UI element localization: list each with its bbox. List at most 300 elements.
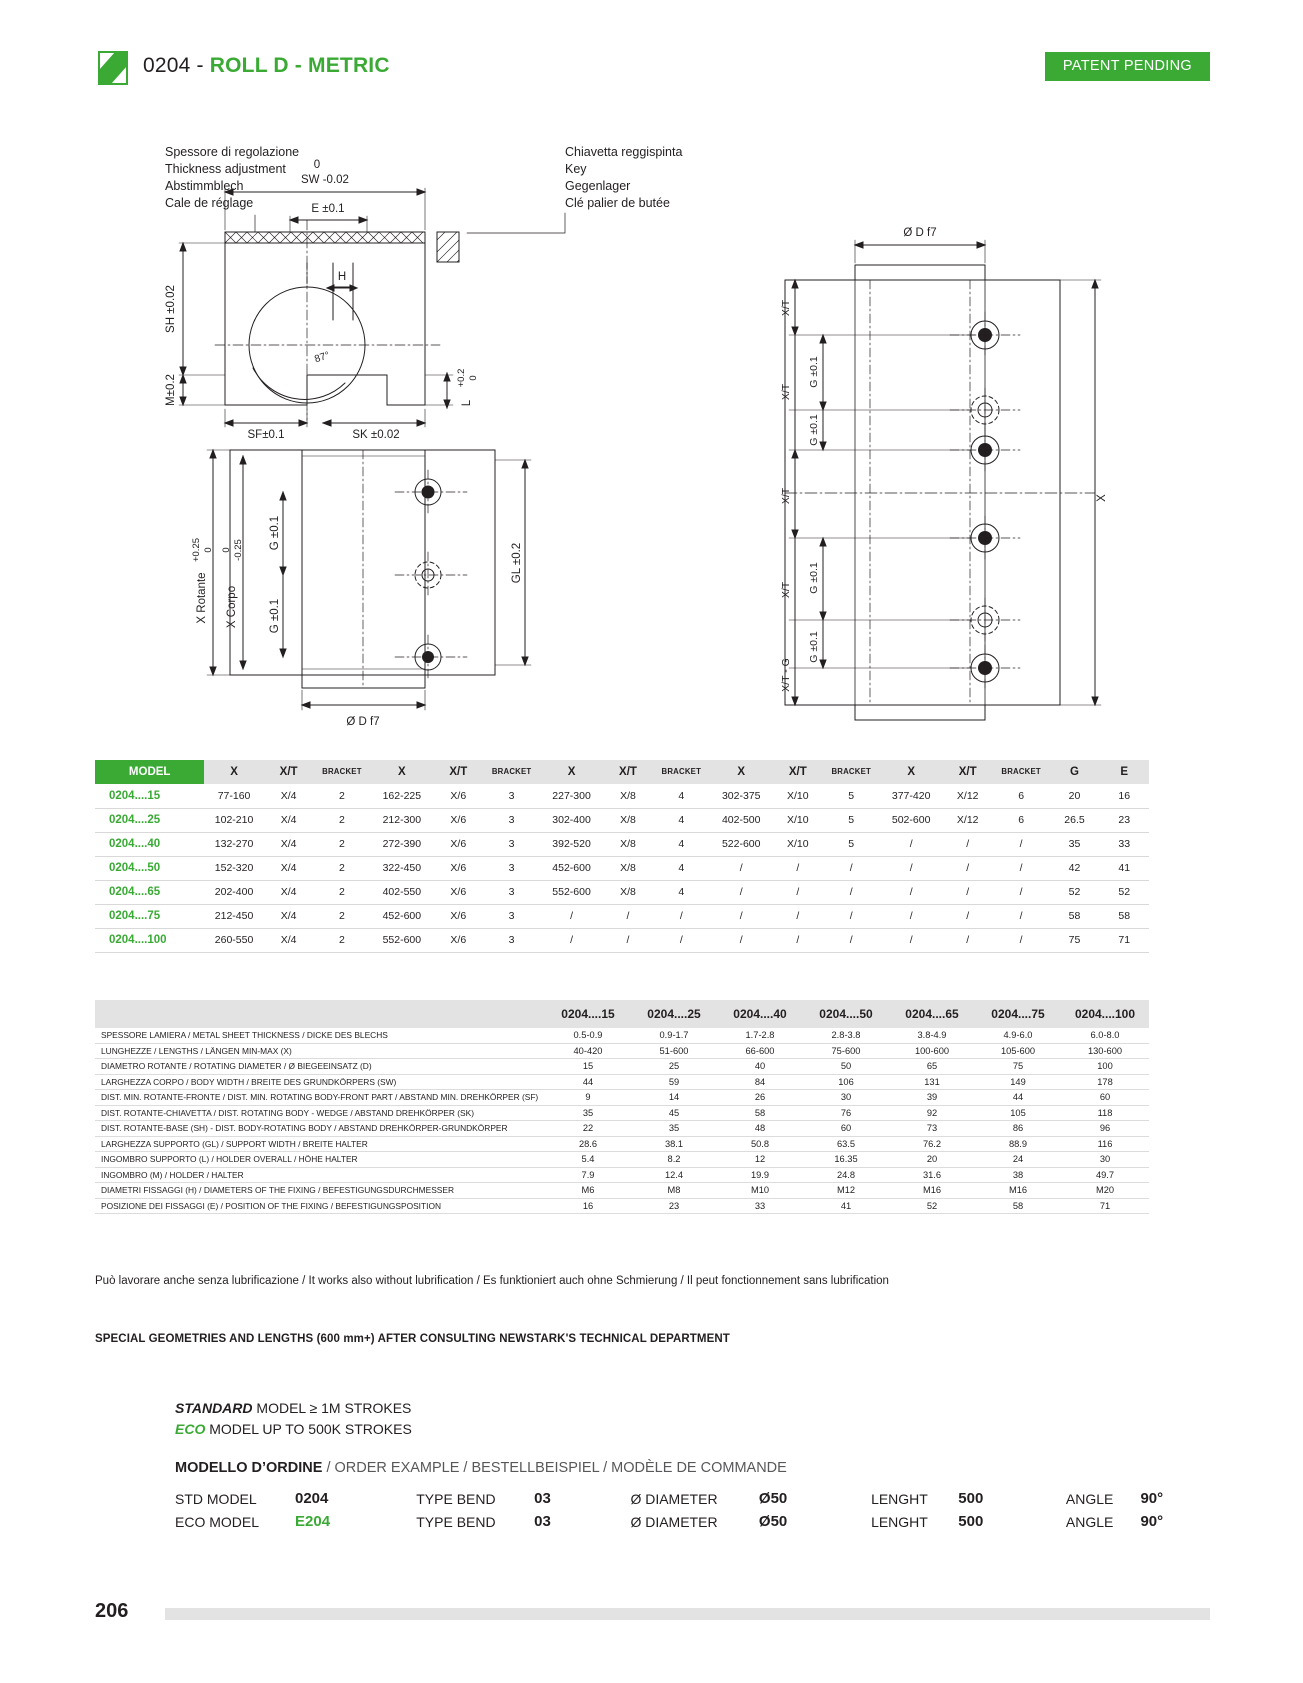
spec-value: 58 — [1012, 1200, 1024, 1211]
value-cell: 3 — [508, 790, 515, 802]
dim-sh: SH ±0.02 — [165, 285, 177, 333]
spec-value: 88.9 — [1008, 1138, 1028, 1149]
value-cell: X/6 — [450, 910, 467, 922]
value-cell: / — [1019, 910, 1023, 922]
spec-value: 40 — [754, 1061, 766, 1072]
spec-label: DIAMETRI FISSAGGI (H) / DIAMETERS OF THE FIXING / BEFESTIGUNGSDURCHMESSER — [101, 1185, 455, 1195]
spec-value: 25 — [668, 1061, 680, 1072]
value-cell: X/4 — [280, 910, 297, 922]
order-model-label — [175, 1487, 285, 1510]
spec-value: 48 — [754, 1123, 766, 1134]
order-length-label: LENGHT — [871, 1513, 928, 1530]
value-cell: / — [570, 910, 573, 922]
model-cell: 0204....15 — [109, 790, 161, 802]
dim-g-right-2: G ±0.1 — [808, 414, 820, 446]
value-cell: 2 — [338, 790, 345, 802]
order-model-value: 0204 — [295, 1490, 329, 1507]
spec-value: M16 — [922, 1185, 942, 1196]
col-0204-15: 0204....15 — [545, 1000, 631, 1028]
spec-value: 75-600 — [831, 1045, 861, 1056]
table-row — [95, 1105, 1149, 1121]
spec-value: 7.9 — [581, 1169, 595, 1180]
value-cell: X/8 — [620, 838, 636, 850]
value-cell: 402-500 — [721, 814, 761, 826]
spec-value: 16.35 — [834, 1154, 858, 1165]
col-xt-2: X/T — [433, 760, 483, 784]
standard-model-text: MODEL ≥ 1M STROKES — [252, 1400, 412, 1416]
value-cell: 4 — [678, 862, 685, 874]
spec-value: 116 — [1097, 1138, 1113, 1149]
spec-label: LARGHEZZA CORPO / BODY WIDTH / BREITE DES GRUNDKÖRPERS (SW) — [101, 1076, 397, 1087]
value-cell: 5 — [848, 814, 855, 826]
dim-m: M±0.2 — [165, 374, 177, 406]
spec-value: 92 — [926, 1107, 938, 1118]
drawing-label-key-de: Gegenlager — [565, 179, 631, 193]
eco-model-text: MODEL UP TO 500K STROKES — [205, 1421, 412, 1437]
dim-angle: 87° — [313, 350, 332, 366]
page-title — [143, 54, 390, 78]
spec-value: 20 — [926, 1154, 938, 1165]
value-cell: X/8 — [620, 886, 636, 898]
col-bracket-1: BRACKET — [314, 760, 371, 784]
value-cell: / — [570, 934, 573, 946]
drawing-label-key-it: Chiavetta reggispinta — [565, 145, 683, 159]
table-row — [95, 1028, 1149, 1043]
value-cell: 5 — [848, 790, 855, 802]
value-cell: 162-225 — [382, 790, 422, 802]
specifications-table — [95, 1000, 1149, 1214]
value-cell: 3 — [508, 862, 515, 874]
spec-value: 15 — [582, 1061, 594, 1072]
dim-xt-2: X/T — [780, 383, 792, 401]
value-cell: 4 — [678, 886, 685, 898]
dim-g-plan-2: G ±0.1 — [269, 598, 281, 634]
order-model-label — [175, 1510, 285, 1533]
footer-bar — [165, 1608, 1210, 1620]
value-cell: 302-375 — [721, 790, 761, 802]
value-cell: / — [1019, 886, 1023, 898]
col-model: MODEL — [95, 760, 204, 784]
order-angle-label: ANGLE — [1065, 1513, 1114, 1530]
table-row — [95, 1136, 1149, 1152]
value-cell: 2 — [338, 910, 345, 922]
spec-label: INGOMBRO (M) / HOLDER / HALTER — [101, 1169, 244, 1180]
order-row — [175, 1487, 1175, 1510]
spacer — [996, 1510, 1066, 1533]
spec-value: 38 — [1012, 1169, 1024, 1180]
spec-value: 26 — [754, 1092, 766, 1103]
spec-value: 41 — [840, 1200, 852, 1211]
spec-value: 35 — [582, 1107, 594, 1118]
spec-value: 9 — [585, 1092, 591, 1103]
col-x-5: X — [880, 760, 943, 784]
value-cell: 3 — [508, 886, 515, 898]
col-x-1: X — [204, 760, 263, 784]
value-cell: X/6 — [450, 886, 467, 898]
spec-value: 0.5-0.9 — [573, 1030, 603, 1041]
value-cell: 377-420 — [891, 790, 931, 802]
spec-value: M6 — [581, 1185, 595, 1196]
spec-value: 12.4 — [664, 1169, 684, 1180]
value-cell: / — [626, 910, 630, 922]
model-cell: 0204....40 — [109, 838, 161, 850]
order-model-type: STD — [175, 1490, 203, 1507]
order-diameter-value: Ø50 — [758, 1513, 788, 1530]
value-cell: X/4 — [280, 814, 297, 826]
value-cell: 33 — [1118, 838, 1131, 850]
col-0204-50: 0204....50 — [803, 1000, 889, 1028]
order-bend-label: TYPE BEND — [416, 1490, 496, 1507]
dim-d-f7-bottom: Ø D f7 — [346, 716, 380, 728]
spec-value: 28.6 — [578, 1138, 598, 1149]
order-length-label: LENGHT — [871, 1490, 928, 1507]
dim-g-right-3: G ±0.1 — [808, 562, 820, 594]
col-xt-5: X/T — [943, 760, 993, 784]
value-cell: 6 — [1018, 814, 1025, 826]
value-cell: 75 — [1068, 934, 1081, 946]
col-x-2: X — [370, 760, 433, 784]
dim-sw-zero: 0 — [313, 159, 321, 171]
dim-sf: SF±0.1 — [247, 429, 285, 441]
value-cell: / — [739, 910, 743, 922]
value-cell: 102-210 — [214, 814, 254, 826]
value-cell: / — [796, 886, 800, 898]
table-row — [95, 856, 1149, 880]
value-cell: 26.5 — [1064, 814, 1085, 826]
drawing-label-thickness-it: Spessore di regolazione — [165, 145, 300, 159]
spec-value: 33 — [754, 1200, 766, 1211]
dim-x-corpo: X Corpo — [226, 585, 238, 629]
value-cell: 272-390 — [382, 838, 422, 850]
value-cell: / — [966, 886, 970, 898]
order-example-title — [175, 1460, 787, 1476]
value-cell: / — [1019, 838, 1023, 850]
value-cell: X/8 — [620, 862, 636, 874]
table-row — [95, 784, 1149, 808]
spec-value: 60 — [840, 1123, 852, 1134]
spec-value: M8 — [667, 1185, 681, 1196]
spec-value: 66-600 — [745, 1045, 775, 1056]
value-cell: / — [966, 862, 970, 874]
value-cell: 552-600 — [552, 886, 591, 898]
value-cell: X/6 — [450, 934, 467, 946]
model-stroke-info — [175, 1400, 412, 1442]
value-cell: X/10 — [786, 790, 809, 802]
spacer — [560, 1487, 630, 1510]
spec-value: 106 — [838, 1076, 854, 1087]
dim-sw: SW -0.02 — [301, 174, 349, 186]
technical-drawing — [95, 120, 1210, 740]
spec-value: 51-600 — [659, 1045, 689, 1056]
dim-g-right-1: G ±0.1 — [808, 356, 820, 388]
spec-value: 12 — [754, 1154, 766, 1165]
spec-label: LARGHEZZA SUPPORTO (GL) / SUPPORT WIDTH / BREITE HALTER — [101, 1138, 368, 1149]
value-cell: X/8 — [620, 790, 636, 802]
spec-value: 45 — [668, 1107, 680, 1118]
spec-value: 23 — [668, 1200, 680, 1211]
col-0204-25: 0204....25 — [631, 1000, 717, 1028]
order-bend-label: TYPE BEND — [416, 1513, 496, 1530]
dim-xt-1: X/T — [780, 299, 792, 317]
drawing-label-key-fr: Clé palier de butée — [565, 196, 670, 210]
value-cell: 2 — [338, 934, 345, 946]
spec-value: 6.0-8.0 — [1090, 1030, 1120, 1041]
col-g: G — [1050, 760, 1100, 784]
spec-value: 5.4 — [581, 1154, 595, 1165]
spec-value: 149 — [1010, 1076, 1026, 1087]
order-diameter-label: Ø DIAMETER — [630, 1513, 718, 1530]
value-cell: X/8 — [620, 814, 636, 826]
page-footer — [95, 1600, 1210, 1630]
value-cell: X/4 — [280, 886, 297, 898]
order-diameter-label: Ø DIAMETER — [630, 1490, 718, 1507]
spec-value: 8.2 — [667, 1154, 681, 1165]
value-cell: / — [849, 934, 853, 946]
order-bend-value: 03 — [534, 1513, 551, 1530]
value-cell: X/4 — [280, 934, 297, 946]
value-cell: / — [626, 934, 630, 946]
order-angle-label: ANGLE — [1065, 1490, 1114, 1507]
model-cell: 0204....25 — [109, 814, 161, 826]
value-cell: 41 — [1118, 862, 1131, 874]
spec-value: 58 — [754, 1107, 766, 1118]
dim-g-plan-1: G ±0.1 — [269, 515, 281, 551]
spec-label: POSIZIONE DEI FISSAGGI (E) / POSITION OF THE FIXING / BEFESTIGUNGSPOSITION — [101, 1200, 442, 1211]
value-cell: / — [679, 910, 683, 922]
order-title-rest: / ORDER EXAMPLE / BESTELLBEISPIEL / MODÈLE DE COMMANDE — [322, 1460, 787, 1476]
col-spec-label — [95, 1000, 545, 1028]
spec-value: 0.9-1.7 — [659, 1030, 689, 1041]
table-row — [95, 1043, 1149, 1059]
model-cell: 0204....50 — [109, 862, 161, 874]
col-x-3: X — [540, 760, 603, 784]
spec-value: M20 — [1095, 1185, 1115, 1196]
spec-value: 22 — [582, 1123, 594, 1134]
spec-value: 96 — [1099, 1123, 1111, 1134]
col-xt-3: X/T — [603, 760, 653, 784]
dim-e: E ±0.1 — [311, 203, 345, 215]
model-cell: 0204....100 — [109, 934, 167, 946]
spec-value: M12 — [836, 1185, 856, 1196]
drawing-label-thickness-fr: Cale de réglage — [165, 196, 254, 210]
dim-l-tol-bot: 0 — [468, 375, 479, 381]
value-cell: X/6 — [450, 814, 467, 826]
order-model-value: E204 — [295, 1513, 331, 1530]
spec-label: DIST. ROTANTE-BASE (SH) - DIST. BODY-ROTATING BODY / ABSTAND DREHKÖRPER-GRUNDKÖRPER — [101, 1123, 508, 1133]
value-cell: / — [966, 934, 970, 946]
value-cell: / — [909, 934, 913, 946]
eco-model-line — [175, 1421, 412, 1437]
table-row — [95, 880, 1149, 904]
table-header-row — [95, 1000, 1149, 1028]
status-badge: PATENT PENDING — [1045, 52, 1210, 81]
value-cell: 402-550 — [382, 886, 422, 898]
col-bracket-4: BRACKET — [823, 760, 880, 784]
spec-value: 86 — [1012, 1123, 1024, 1134]
col-xt-4: X/T — [773, 760, 823, 784]
spacer — [560, 1510, 630, 1533]
spacer — [801, 1487, 871, 1510]
spec-value: 60 — [1099, 1092, 1111, 1103]
value-cell: 35 — [1068, 838, 1081, 850]
spec-value: 75 — [1012, 1061, 1024, 1072]
spec-value: 178 — [1097, 1076, 1113, 1087]
value-cell: / — [849, 862, 853, 874]
value-cell: 4 — [678, 838, 685, 850]
col-0204-65: 0204....65 — [889, 1000, 975, 1028]
col-bracket-3: BRACKET — [653, 760, 710, 784]
table-row — [95, 1121, 1149, 1137]
dim-g-right-4: G ±0.1 — [808, 631, 820, 663]
order-bend-value: 03 — [534, 1490, 551, 1507]
value-cell: X/6 — [450, 838, 467, 850]
dim-l: L — [461, 399, 473, 407]
spec-value: 73 — [926, 1123, 938, 1134]
value-cell: 4 — [678, 790, 685, 802]
spec-value: M16 — [1008, 1185, 1028, 1196]
value-cell: 552-600 — [382, 934, 422, 946]
spec-value: 19.9 — [750, 1169, 770, 1180]
col-xt-1: X/T — [264, 760, 314, 784]
value-cell: / — [796, 934, 800, 946]
value-cell: / — [909, 886, 913, 898]
drawing-label-key-en: Key — [565, 162, 587, 176]
spec-value: 59 — [668, 1076, 680, 1087]
order-example-table — [175, 1487, 1175, 1533]
table-row — [95, 904, 1149, 928]
spec-value: 100-600 — [914, 1045, 950, 1056]
value-cell: / — [739, 886, 743, 898]
page-header — [95, 48, 1210, 92]
spec-label: DIAMETRO ROTANTE / ROTATING DIAMETER / Ø BIEGEEINSATZ (D) — [101, 1061, 372, 1071]
spec-value: 14 — [668, 1092, 680, 1103]
spec-value: 39 — [926, 1092, 938, 1103]
dim-x-overall: X — [1096, 494, 1108, 502]
spec-value: 40-420 — [573, 1045, 603, 1056]
value-cell: 52 — [1068, 886, 1081, 898]
dim-h: H — [337, 271, 347, 283]
lubrication-note: Può lavorare anche senza lubrificazione / It works also without lubrification / Es funktioniert auch ohne Schmierung / Il peut fonctionnement sans lubrification — [95, 1275, 889, 1287]
value-cell: 42 — [1068, 862, 1081, 874]
value-cell: 20 — [1068, 790, 1081, 802]
spec-value: 44 — [1012, 1092, 1024, 1103]
dim-d-f7-top: Ø D f7 — [903, 227, 937, 239]
value-cell: 2 — [338, 838, 345, 850]
spec-value: 131 — [924, 1076, 940, 1087]
order-model-type: ECO — [175, 1513, 206, 1530]
order-title-bold: MODELLO D’ORDINE — [175, 1460, 323, 1476]
spacer — [346, 1510, 416, 1533]
value-cell: / — [966, 838, 970, 850]
value-cell: 58 — [1118, 910, 1131, 922]
value-cell: 4 — [678, 814, 685, 826]
table-row — [95, 1167, 1149, 1183]
value-cell: 23 — [1118, 814, 1131, 826]
spec-value: 30 — [840, 1092, 852, 1103]
order-model-word: MODEL — [205, 1513, 260, 1530]
value-cell: / — [679, 934, 683, 946]
dim-sk: SK ±0.02 — [352, 429, 400, 441]
eco-model-label: ECO — [175, 1421, 206, 1437]
spec-value: 31.6 — [922, 1169, 942, 1180]
spec-label: SPESSORE LAMIERA / METAL SHEET THICKNESS / DICKE DES BLECHS — [101, 1030, 388, 1040]
drawing-label-thickness-en: Thickness adjustment — [165, 162, 286, 176]
spec-value: 30 — [1099, 1154, 1111, 1165]
dim-xt-minus-g: X/T - G — [780, 658, 792, 692]
spec-value: M10 — [750, 1185, 770, 1196]
order-angle-value: 90° — [1140, 1513, 1164, 1530]
table-row — [95, 808, 1149, 832]
value-cell: 152-320 — [214, 862, 254, 874]
spec-value: 44 — [582, 1076, 594, 1087]
value-cell: 132-270 — [214, 838, 254, 850]
col-0204-100: 0204....100 — [1061, 1000, 1149, 1028]
spec-value: 24 — [1012, 1154, 1024, 1165]
spec-value: 35 — [668, 1123, 680, 1134]
spec-value: 118 — [1097, 1107, 1113, 1118]
col-bracket-5: BRACKET — [993, 760, 1050, 784]
value-cell: X/12 — [956, 790, 979, 802]
value-cell: 58 — [1068, 910, 1081, 922]
value-cell: 5 — [848, 838, 855, 850]
spec-value: 105 — [1010, 1107, 1026, 1118]
value-cell: / — [909, 862, 913, 874]
value-cell: 212-300 — [382, 814, 422, 826]
spec-value: 24.8 — [836, 1169, 856, 1180]
dim-x-corpo-tol-bot: -0.25 — [233, 539, 244, 561]
page-title-code: 0204 - — [143, 54, 210, 77]
spec-value: 76.2 — [922, 1138, 942, 1149]
spec-value: 65 — [926, 1061, 938, 1072]
value-cell: / — [739, 862, 743, 874]
order-row — [175, 1510, 1175, 1533]
special-geometries-note: SPECIAL GEOMETRIES AND LENGTHS (600 mm+) AFTER CONSULTING NEWSTARK'S TECHNICAL DEPARTMENT — [95, 1333, 730, 1345]
spec-value: 49.7 — [1095, 1169, 1115, 1180]
model-cell: 0204....75 — [109, 910, 161, 922]
value-cell: X/6 — [450, 862, 467, 874]
value-cell: X/4 — [280, 790, 297, 802]
value-cell: 16 — [1118, 790, 1131, 802]
value-cell: / — [796, 910, 800, 922]
value-cell: 77-160 — [217, 790, 251, 802]
order-angle-value: 90° — [1140, 1490, 1164, 1507]
value-cell: 3 — [508, 814, 515, 826]
value-cell: / — [849, 910, 853, 922]
square-logo-icon — [95, 50, 131, 86]
value-cell: 322-450 — [382, 862, 422, 874]
table-row — [95, 1059, 1149, 1075]
value-cell: / — [796, 862, 800, 874]
spec-value: 100 — [1097, 1061, 1113, 1072]
value-cell: / — [909, 838, 913, 850]
value-cell: / — [739, 934, 743, 946]
page-number: 206 — [95, 1600, 129, 1622]
table-row — [95, 928, 1149, 952]
spec-value: 50 — [840, 1061, 852, 1072]
col-0204-75: 0204....75 — [975, 1000, 1061, 1028]
value-cell: / — [1019, 862, 1023, 874]
value-cell: 2 — [338, 862, 345, 874]
spacer — [346, 1487, 416, 1510]
value-cell: 212-450 — [214, 910, 254, 922]
spacer — [996, 1487, 1066, 1510]
value-cell: 260-550 — [214, 934, 254, 946]
value-cell: 202-400 — [214, 886, 254, 898]
col-e: E — [1099, 760, 1149, 784]
page-title-name: ROLL D - METRIC — [209, 54, 390, 77]
spec-value: 1.7-2.8 — [745, 1030, 775, 1041]
dim-gl: GL ±0.2 — [511, 542, 523, 584]
